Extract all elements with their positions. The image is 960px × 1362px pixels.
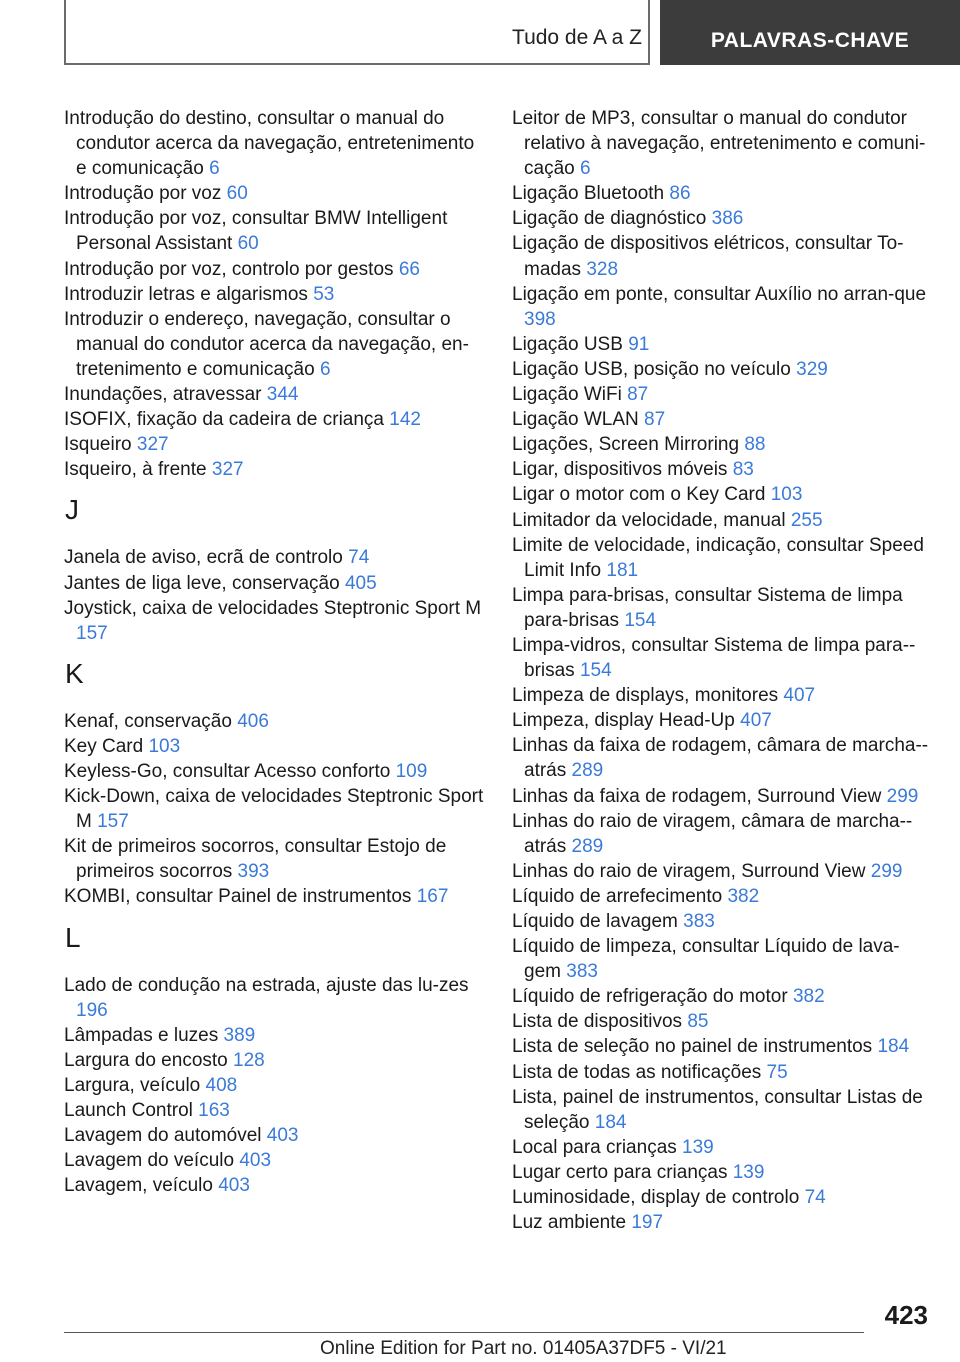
index-entry-text: Lista, painel de instrumentos, consultar Listas de seleção (512, 1086, 923, 1133)
index-entry (64, 571, 484, 596)
index-entry-text: Líquido de arrefecimento (512, 885, 723, 907)
index-entry (64, 282, 484, 307)
index-entry-text: Lavagem do veículo (64, 1150, 235, 1172)
index-entry (512, 457, 932, 482)
index-entry (512, 332, 932, 357)
page-reference-link[interactable]: 85 (687, 1011, 709, 1033)
index-entry (512, 1009, 932, 1034)
index-entry (64, 1048, 484, 1073)
page-reference-link[interactable]: 60 (226, 183, 248, 205)
index-entry (64, 1173, 484, 1198)
page-reference-link[interactable]: 181 (606, 559, 639, 581)
page-reference-link[interactable]: 139 (682, 1136, 714, 1158)
index-entry-text: ISOFIX, fixação da cadeira de criança (64, 409, 384, 431)
index-entry-text: Lavagem, veículo (64, 1175, 213, 1197)
page-reference-link[interactable]: 407 (783, 685, 816, 707)
index-entry-text: Ligação de dispositivos elétricos, consultar To-madas (512, 233, 904, 280)
header-left-divider (64, 0, 66, 65)
page-reference-link[interactable]: 74 (348, 547, 370, 569)
index-entry (512, 1160, 932, 1185)
index-entry-text: Linhas da faixa de rodagem, Surround View (512, 785, 882, 807)
page-reference-link[interactable]: 328 (586, 258, 619, 280)
index-entry (64, 206, 484, 256)
index-entry-text: Ligação WiFi (512, 384, 622, 406)
index-entry-text: Lista de seleção no painel de instrumentos (512, 1036, 873, 1058)
page-reference-link[interactable]: 87 (644, 409, 666, 431)
index-entry (512, 934, 932, 984)
index-entry-text: Key Card (64, 735, 144, 757)
index-entry-text: Luminosidade, display de controlo (512, 1187, 800, 1209)
index-entry (512, 1060, 932, 1085)
page-reference-link[interactable]: 6 (319, 358, 331, 380)
index-entry (64, 545, 484, 570)
index-entry (64, 884, 484, 909)
page-reference-link[interactable]: 142 (389, 409, 421, 431)
index-entry-text: Kenaf, conservação (64, 710, 232, 732)
index-entry (64, 432, 484, 457)
section-title: Tudo de A a Z (512, 26, 642, 49)
page-reference-link[interactable]: 197 (631, 1212, 664, 1234)
page-reference-link[interactable]: 382 (792, 986, 825, 1008)
index-entry (64, 1123, 484, 1148)
index-entry (64, 106, 484, 181)
index-entry (64, 257, 484, 282)
page-reference-link[interactable]: 403 (266, 1125, 299, 1147)
page-reference-link[interactable]: 383 (683, 911, 715, 932)
index-entry-text: Líquido de lavagem (512, 911, 678, 932)
index-entry (64, 1098, 484, 1123)
index-entry-text: Ligação USB (512, 333, 623, 355)
page-reference-link[interactable]: 403 (239, 1150, 272, 1172)
index-entry-text: Limite de velocidade, indicação, consultar Speed Limit Info (512, 534, 924, 581)
index-entry (64, 407, 484, 432)
page-reference-link[interactable]: 167 (416, 886, 449, 908)
index-entry-text: Lavagem do automóvel (64, 1125, 262, 1147)
index-entry-text: Líquido de limpeza, consultar Líquido de lava-gem (512, 936, 900, 983)
index-entry-text: Jantes de liga leve, conservação (64, 572, 340, 594)
page-reference-link[interactable]: 289 (571, 835, 604, 857)
page-reference-link[interactable]: 408 (205, 1074, 238, 1096)
index-entry-text: Largura, veículo (64, 1074, 201, 1096)
index-entry (512, 482, 932, 507)
footer-edition: Online Edition for Part no. 01405A37DF5 - VI/21 (320, 1338, 727, 1359)
page-reference-link[interactable]: 327 (211, 459, 244, 481)
index-entry-text: Isqueiro (64, 434, 132, 456)
page-reference-link[interactable]: 75 (766, 1061, 788, 1083)
index-entry-text: Ligar, dispositivos móveis (512, 459, 728, 481)
page-reference-link[interactable]: 289 (571, 760, 604, 782)
index-entry-text: Ligações, Screen Mirroring (512, 434, 740, 456)
page-reference-link[interactable]: 6 (579, 158, 591, 180)
index-entry (512, 583, 932, 633)
index-entry (512, 633, 932, 683)
page-number: 423 (884, 1300, 928, 1330)
index-entry-text: Introdução por voz, consultar BMW Intelligent Personal Assistant (64, 208, 448, 255)
page-reference-link[interactable]: 299 (870, 860, 903, 882)
index-entry (512, 984, 932, 1009)
index-entry-text: Kick-Down, caixa de velocidades Steptronic Sport M (64, 786, 484, 833)
page-reference-link[interactable]: 128 (233, 1049, 265, 1071)
index-entry-text: Limpa para-brisas, consultar Sistema de limpa para-brisas (512, 584, 903, 631)
header-tab-divider (648, 0, 650, 65)
index-entry (64, 382, 484, 407)
index-entry (512, 106, 932, 181)
page-reference-link[interactable]: 386 (711, 208, 744, 230)
page-reference-link[interactable]: 327 (136, 434, 169, 456)
index-entry (512, 708, 932, 733)
index-entry (512, 784, 932, 809)
index-column-left (64, 106, 484, 1198)
index-entry-text: Lista de todas as notificações (512, 1061, 762, 1083)
index-entry-text: Ligação USB, posição no veículo (512, 358, 791, 380)
page-reference-link[interactable]: 405 (344, 572, 377, 594)
index-column-right (512, 106, 932, 1235)
index-entry (64, 596, 484, 646)
header-rule (64, 63, 650, 65)
index-entry-text: Inundações, atravessar (64, 384, 262, 406)
index-entry-text: Líquido de refrigeração do motor (512, 986, 788, 1008)
index-entry (64, 457, 484, 482)
page-reference-link[interactable]: 255 (790, 509, 823, 531)
index-entry (64, 1023, 484, 1048)
index-entry-text: Leitor de MP3, consultar o manual do condutor relativo à navegação, entretenimento e comuni-cação (512, 108, 926, 180)
chapter-title: PALAVRAS-CHAVE (660, 0, 960, 65)
index-entry-text: Isqueiro, à frente (64, 459, 207, 481)
index-entry-text: Linhas da faixa de rodagem, câmara de marcha--atrás (512, 735, 929, 782)
index-entry-text: Joystick, caixa de velocidades Steptronic Sport M (64, 597, 482, 619)
page-reference-link[interactable]: 329 (796, 358, 828, 380)
index-entry-text: Ligação de diagnóstico (512, 208, 707, 230)
index-entry (512, 508, 932, 533)
index-entry-text: Luz ambiente (512, 1212, 627, 1234)
index-entry-text: Introduzir o endereço, navegação, consultar o manual do condutor acerca da navegação, en-tretenimento e comunicação (64, 308, 469, 380)
page-reference-link[interactable]: 184 (877, 1036, 910, 1058)
page-reference-link[interactable]: 88 (744, 434, 766, 456)
index-entry-text: Ligação WLAN (512, 409, 639, 431)
index-entry-text: Introduzir letras e algarismos (64, 283, 308, 305)
footer-rule (64, 1332, 864, 1333)
index-entry-text: Janela de aviso, ecrã de controlo (64, 547, 343, 569)
index-entry (512, 859, 932, 884)
index-entry (512, 884, 932, 909)
page-reference-link[interactable]: 184 (594, 1111, 627, 1133)
index-entry-text: Ligação em ponte, consultar Auxílio no arran-que (512, 283, 927, 305)
index-entry-text: Local para crianças (512, 1136, 677, 1158)
page-reference-link[interactable]: 154 (579, 660, 612, 682)
page-reference-link[interactable]: 103 (770, 484, 803, 506)
page-reference-link[interactable]: 103 (148, 735, 181, 757)
index-entry-text: Introdução por voz, controlo por gestos (64, 258, 394, 280)
index-entry-text: Largura do encosto (64, 1049, 228, 1071)
index-entry (512, 282, 932, 332)
page-reference-link[interactable]: 154 (624, 609, 657, 631)
index-entry (512, 206, 932, 231)
index-entry-text: KOMBI, consultar Painel de instrumentos (64, 886, 412, 908)
page-reference-link[interactable]: 163 (198, 1100, 230, 1121)
index-entry (64, 1148, 484, 1173)
index-entry-text: Introdução por voz (64, 183, 222, 205)
index-entry-text: Lugar certo para crianças (512, 1161, 728, 1183)
page-reference-link[interactable]: 109 (395, 760, 428, 782)
index-entry-text: Linhas do raio de viragem, câmara de marcha--atrás (512, 810, 913, 857)
index-entry-text: Limpeza de displays, monitores (512, 685, 779, 707)
index-entry-text: Launch Control (64, 1100, 193, 1121)
page-reference-link[interactable]: 407 (740, 710, 772, 732)
index-entry-text: Keyless-Go, consultar Acesso conforto (64, 760, 391, 782)
page-reference-link[interactable]: 344 (266, 384, 299, 406)
page-reference-link[interactable]: 86 (669, 183, 691, 205)
page-reference-link[interactable]: 403 (218, 1175, 250, 1197)
page-reference-link[interactable]: 383 (566, 961, 598, 983)
index-entry-text: Kit de primeiros socorros, consultar Estojo de primeiros socorros (64, 836, 447, 883)
index-entry-text: Ligação Bluetooth (512, 183, 665, 205)
index-entry-text: Lâmpadas e luzes (64, 1024, 219, 1046)
page-reference-link[interactable]: 74 (804, 1187, 826, 1209)
page-reference-link[interactable]: 382 (727, 885, 760, 907)
page-reference-link[interactable]: 406 (237, 710, 269, 732)
page-reference-link[interactable]: 6 (209, 158, 220, 180)
index-entry (512, 432, 932, 457)
index-entry (512, 733, 932, 783)
page-reference-link[interactable]: 398 (524, 308, 556, 330)
index-entry (512, 1135, 932, 1160)
index-entry (64, 734, 484, 759)
index-entry (512, 1210, 932, 1235)
page-reference-link[interactable]: 157 (76, 622, 108, 644)
index-entry (512, 1034, 932, 1059)
page-reference-link[interactable]: 66 (398, 258, 420, 280)
index-entry-text: Lista de dispositivos (512, 1011, 683, 1033)
page-reference-link[interactable]: 87 (627, 384, 649, 406)
index-entry (512, 357, 932, 382)
index-entry (64, 181, 484, 206)
index-entry (512, 181, 932, 206)
index-entry-text: Limpa-vidros, consultar Sistema de limpa para--brisas (512, 634, 916, 682)
page-reference-link[interactable]: 393 (237, 861, 270, 883)
index-entry (64, 834, 484, 884)
index-entry (512, 231, 932, 281)
index-entry (64, 709, 484, 734)
index-letter-heading: L (65, 921, 81, 953)
page-reference-link[interactable]: 83 (732, 459, 754, 481)
index-entry (64, 759, 484, 784)
page-reference-link[interactable]: 53 (313, 283, 335, 305)
index-entry-text: Lado de condução na estrada, ajuste das lu-zes (64, 974, 469, 996)
index-entry (512, 809, 932, 859)
page-reference-link[interactable]: 60 (237, 233, 259, 255)
index-letter-heading: K (65, 657, 84, 689)
page-reference-link[interactable]: 299 (886, 785, 919, 807)
page-reference-link[interactable]: 389 (223, 1024, 256, 1046)
index-entry (512, 1085, 932, 1135)
index-entry (64, 784, 484, 834)
index-entry (512, 909, 932, 934)
page-reference-link[interactable]: 139 (732, 1161, 765, 1183)
index-entry (64, 307, 484, 382)
index-entry (512, 533, 932, 583)
page-reference-link[interactable]: 196 (76, 999, 108, 1021)
index-entry (64, 973, 484, 1023)
index-entry-text: Introdução do destino, consultar o manual do condutor acerca da navegação, entretenimento e comunicação (64, 108, 475, 180)
index-entry (512, 1185, 932, 1210)
page-reference-link[interactable]: 91 (628, 333, 650, 355)
index-entry (64, 1073, 484, 1098)
index-entry-text: Linhas do raio de viragem, Surround View (512, 860, 866, 882)
index-letter-heading: J (65, 494, 79, 526)
index-entry-text: Limpeza, display Head-Up (512, 710, 735, 732)
index-entry-text: Ligar o motor com o Key Card (512, 484, 766, 506)
index-entry (512, 683, 932, 708)
page-reference-link[interactable]: 157 (97, 811, 129, 833)
index-entry (512, 407, 932, 432)
index-entry-text: Limitador da velocidade, manual (512, 509, 786, 531)
index-entry (512, 382, 932, 407)
